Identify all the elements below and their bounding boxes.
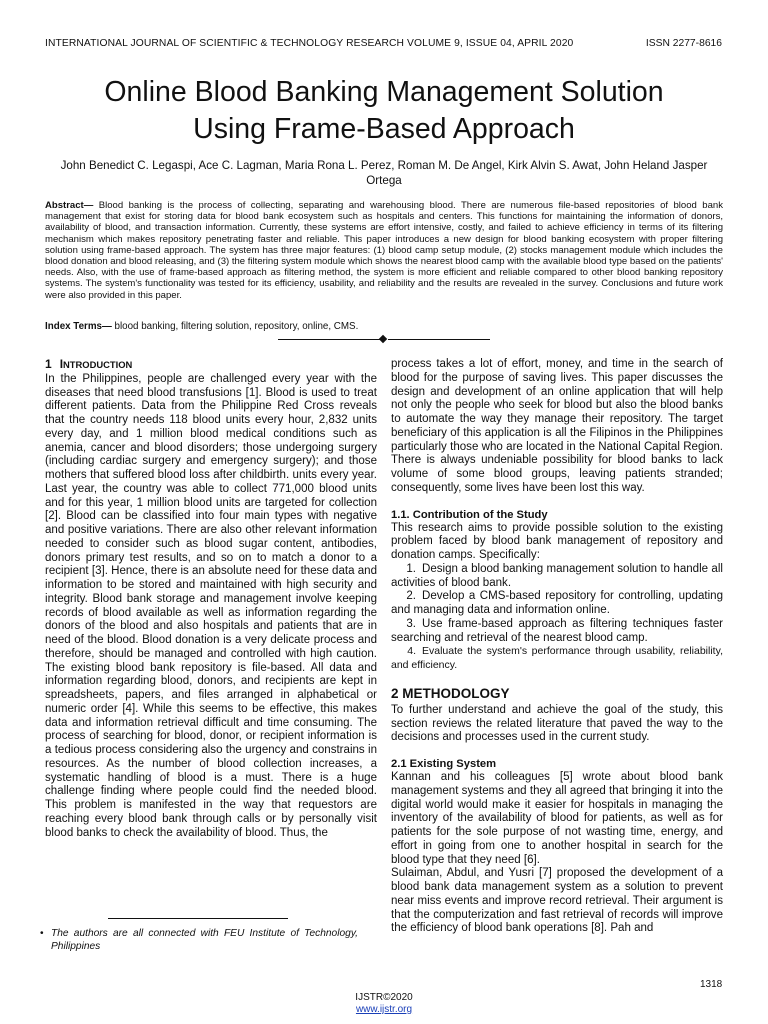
publisher-footer: IJSTR©2020 (355, 992, 413, 1003)
contribution-heading: 1.1. Contribution of the Study (391, 508, 548, 521)
index-terms (45, 321, 723, 332)
footnote-text: The authors are all connected with FEU Institute of Technology, Philippines (51, 928, 358, 952)
existing-system-heading: 2.1 Existing System (391, 758, 497, 770)
intro-number: 1 (45, 357, 52, 371)
left-column (45, 358, 377, 840)
item-number: 4. (407, 645, 416, 658)
item-text: Develop a CMS-based repository for controlling, updating and managing data and information online. (391, 590, 723, 616)
footnote (40, 927, 358, 953)
index-terms-label: Index Terms— (45, 321, 112, 332)
item-text: Evaluate the system's performance through usability, reliability, and efficiency. (391, 645, 723, 671)
separator-line-right (388, 339, 490, 340)
abstract-text: Blood banking is the process of collecting, separating and warehousing blood. There are numerous file-based repositories of blood bank management that exist for storing data for blood bank ecosystem such as hospitals and centers. This functions for maintaining the information of donors, availability of blood, and transaction information. Currently, these systems are effort intensive, costly, and failed to achieve efficiency in terms of its filtering mechanism which makes repository penetrating faster and reliable. This paper introduces a new design for blood banking ecosystem with proper filtering solution using frame-based approach. The system has three major features: (1) blood camp setup module, (2) stocks management module which includes the blood donation and blood releasing, and (3) the filtering system module which shows the nearest blood camp with the available blood type based on the patients' needs. Also, with the use of frame-based approach as filtering method, the system is more efficient and reliable compared to other blood banking repository systems. The system's functionality was tested for its efficiency, usability, and reliability and the results are revealed in the survey. Conclusions and future work were also provided in this paper. (45, 200, 723, 301)
methodology-heading: 2 METHODOLOGY (391, 685, 510, 701)
existing-paragraph-1: Kannan and his colleagues [5] wrote about blood bank management systems and they all agreed that bringing it into the digital world would make it easier for hospitals in managing the inventory of the availability of blood for patients, as well as for patients for the sole purpose of not wasting time, energy, and effort in going from one to another hospital in search for the blood type that they need [6]. (391, 771, 723, 866)
index-terms-text: blood banking, filtering solution, repository, online, CMS. (111, 321, 359, 332)
abstract (45, 200, 723, 301)
title-line-1: Online Blood Banking Management Solution (104, 76, 664, 108)
intro-paragraph-2: process takes a lot of effort, money, and time in the search of blood for the purpose of saving lives. This paper discusses the design and development of an online application that will help not only the people who seek for blood but also the blood banks to automate the way they manage their repository. The target beneficiary of this application is all the Filipinos in the Philippines particularly those who are located in the National Capital Region. There is always undeniable possibility for blood banks to lack volume of some blood groups, leaving patients stranded; consequently, some lives have been lost this way. (391, 358, 723, 494)
separator-line-left (278, 339, 380, 340)
title-line-2: Using Frame-Based Approach (193, 113, 575, 145)
item-number: 1. (406, 562, 416, 575)
contribution-item (391, 590, 723, 618)
abstract-label: Abstract— (45, 200, 94, 211)
journal-link[interactable]: www.ijstr.org (355, 1004, 413, 1015)
item-number: 3. (406, 617, 416, 630)
existing-paragraph-2: Sulaiman, Abdul, and Yusri [7] proposed the development of a blood bank data management system as a solution to prevent near miss events and improve record retrieval. Their argument is that the computerization and fast retrieval of records will improve the efficiency of blood bank operations [8]. Pah and (391, 867, 723, 935)
bullet-icon: • (40, 928, 44, 939)
right-column (391, 358, 723, 936)
item-number: 2. (406, 590, 416, 603)
contribution-item (391, 645, 723, 673)
intro-rest: NTRODUCTION (63, 359, 133, 370)
item-text: Use frame-based approach as filtering techniques faster searching and retrieval of the nearest blood camp. (391, 617, 723, 644)
item-text: Design a blood banking management solution to handle all activities of blood bank. (391, 562, 723, 589)
intro-paragraph-1: In the Philippines, people are challenged every year with the diseases that need blood transfusions [1]. Blood is used to treat different patients. Data from the Philippine Red Cross reveals that the country needs 118 blood units every hour, 2,832 units every day, and 1 million blood medical conditions such as anemia, cancer and blood disorders; those undergoing surgery (including cardiac surgery and emergency surgery); and those mothers that suffered blood loss after childbirth. units every year. Last year, the country was able to collect 771,000 blood units and for this year, 1 million blood units are targeted for collection [2]. Blood can be classified into four main types with negative and positive variations. There are also other relevant information needed to consider such as blood sugar content, antibodies, donors primary test results, and so on to match a donor to a recipient [3]. Hence, there is an absolute need for these data and information to be stored and maintained with high security and integrity. Blood bank storage and management involve keeping records of blood available as well as information regarding the donors of the blood and also hospitals and patients that are in need of the blood. Blood donation is a very delicate process and therefore, should be managed and controlled with high caution. The existing blood bank repository is file-based. All data and information regarding blood, donors, and recipients are kept in spreadsheets, papers, and files arranged in alphabetical or numeric order [4]. While this seems to be effective, this makes data and information retrieval difficult and time consuming. The process of searching for blood, donor, or recipient information is a tedious process considering also the urgency and constrains in resources. As the number of blood collection increases, a systematic handling of blood is a must. There is a huge challenge finding where people could find the needed blood. This problem is manifested in the way that requestors are reaching every blood bank through calls or by personally visit blood banks to check the availability of blood. Thus, the (45, 372, 377, 839)
contribution-item (391, 618, 723, 646)
diamond-icon (379, 335, 387, 343)
footnote-rule (108, 918, 288, 919)
journal-header: INTERNATIONAL JOURNAL OF SCIENTIFIC & TECHNOLOGY RESEARCH VOLUME 9, ISSUE 04, APRIL 2020 (45, 38, 574, 49)
methodology-text: To further understand and achieve the goal of the study, this section reviews the related literature that paved the way to the decisions and processes used in the current study. (391, 703, 723, 744)
contribution-lead: This research aims to provide possible solution to the existing problem faced by blood bank management of repository and donation camps. Specifically: (391, 521, 723, 561)
page-number: 1318 (700, 979, 723, 990)
intro-cap: I (59, 357, 64, 371)
issn: ISSN 2277-8616 (645, 38, 722, 49)
paper-title (0, 74, 768, 148)
intro-heading (45, 358, 377, 372)
section-separator (278, 334, 490, 344)
contribution-item (391, 563, 723, 591)
authors: John Benedict C. Legaspi, Ace C. Lagman, Maria Rona L. Perez, Roman M. De Angel, Kirk Alvin S. Awat, John Heland Jasper Ortega (60, 159, 708, 187)
